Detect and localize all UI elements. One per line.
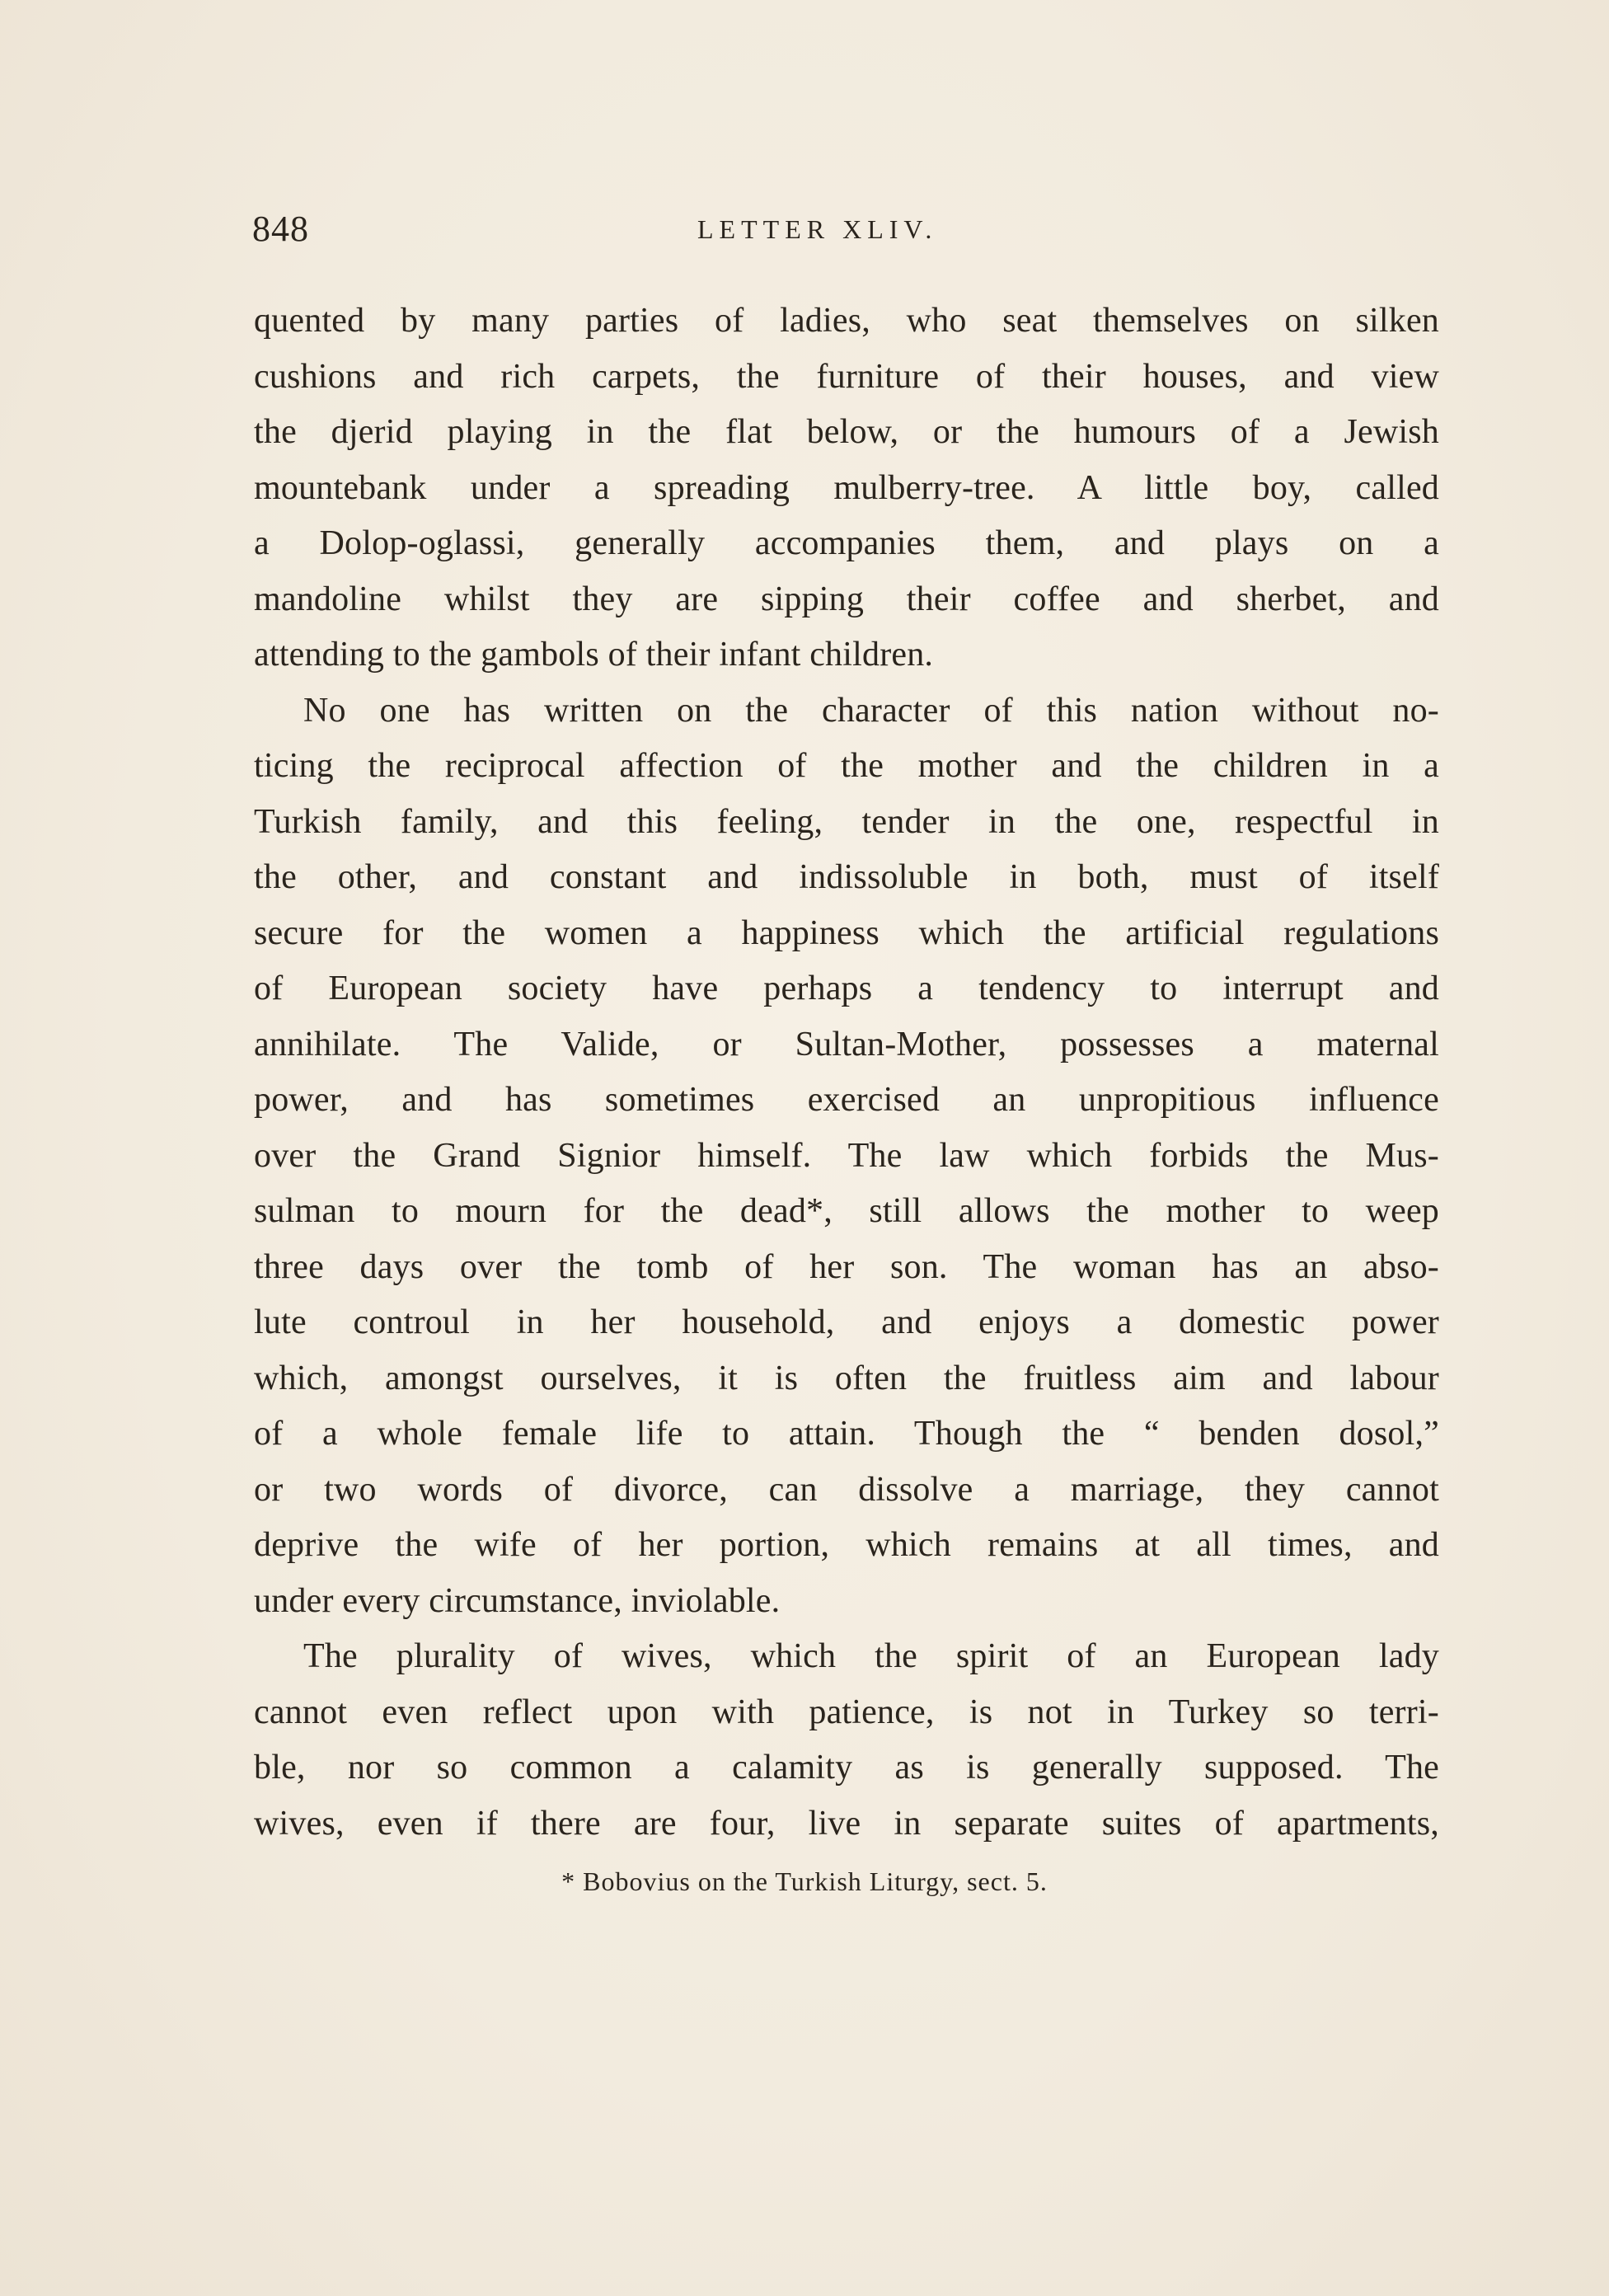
running-title: LETTER XLIV. — [697, 214, 938, 244]
text-line: ticing the reciprocal affection of the mother and the children in a — [254, 747, 1439, 785]
text-line: Turkish family, and this feeling, tender in the one, respectful in — [254, 802, 1439, 841]
text-line: wives, even if there are four, live in separate suites of apartments, — [254, 1804, 1439, 1843]
text-line: quented by many parties of ladies, who seat themselves on silken — [254, 302, 1439, 340]
text-line: mandoline whilst they are sipping their coffee and sherbet, and — [254, 580, 1439, 618]
text-line: No one has written on the character of this nation without no- — [303, 691, 1439, 730]
text-line: cushions and rich carpets, the furniture of their houses, and view — [254, 357, 1439, 396]
text-line: ble, nor so common a calamity as is generally supposed. The — [254, 1749, 1439, 1787]
text-line: sulman to mourn for the dead*, still allows the mother to weep — [254, 1192, 1439, 1230]
footnote: * Bobovius on the Turkish Liturgy, sect. 5. — [561, 1866, 1048, 1896]
running-head — [252, 208, 1439, 257]
text-line: secure for the women a happiness which the artificial regulations — [254, 913, 1439, 952]
text-line: cannot even reflect upon with patience, is not in Turkey so terri- — [254, 1693, 1439, 1731]
text-line: or two words of divorce, can dissolve a marriage, they cannot — [254, 1470, 1439, 1509]
text-line: three days over the tomb of her son. The woman has an abso- — [254, 1247, 1439, 1286]
text-line: which, amongst ourselves, it is often the fruitless aim and labour — [254, 1359, 1439, 1397]
text-line: the djerid playing in the flat below, or the humours of a Jewish — [254, 413, 1439, 451]
text-line: a Dolop-oglassi, generally accompanies them, and plays on a — [254, 524, 1439, 562]
text-line: the other, and constant and indissoluble in both, must of itself — [254, 858, 1439, 896]
text-line: power, and has sometimes exercised an unpropitious influence — [254, 1081, 1439, 1119]
text-line: The plurality of wives, which the spirit of an European lady — [303, 1637, 1439, 1675]
page-number: 848 — [252, 209, 309, 249]
text-line: lute controul in her household, and enjoys a domestic power — [254, 1303, 1439, 1341]
text-line: of European society have perhaps a tendency to interrupt and — [254, 970, 1439, 1007]
text-line: under every circumstance, inviolable. — [254, 1581, 781, 1620]
text-line: mountebank under a spreading mulberry-tree. A little boy, called — [254, 468, 1439, 507]
text-line: deprive the wife of her portion, which remains at all times, and — [254, 1526, 1439, 1564]
text-line: annihilate. The Valide, or Sultan-Mother, possesses a maternal — [254, 1025, 1439, 1063]
body-text — [254, 293, 1439, 1852]
text-line: of a whole female life to attain. Though the “ benden dosol,” — [254, 1415, 1439, 1453]
text-line: attending to the gambols of their infant children. — [254, 636, 934, 674]
text-line: over the Grand Signior himself. The law which forbids the Mus- — [254, 1136, 1439, 1175]
